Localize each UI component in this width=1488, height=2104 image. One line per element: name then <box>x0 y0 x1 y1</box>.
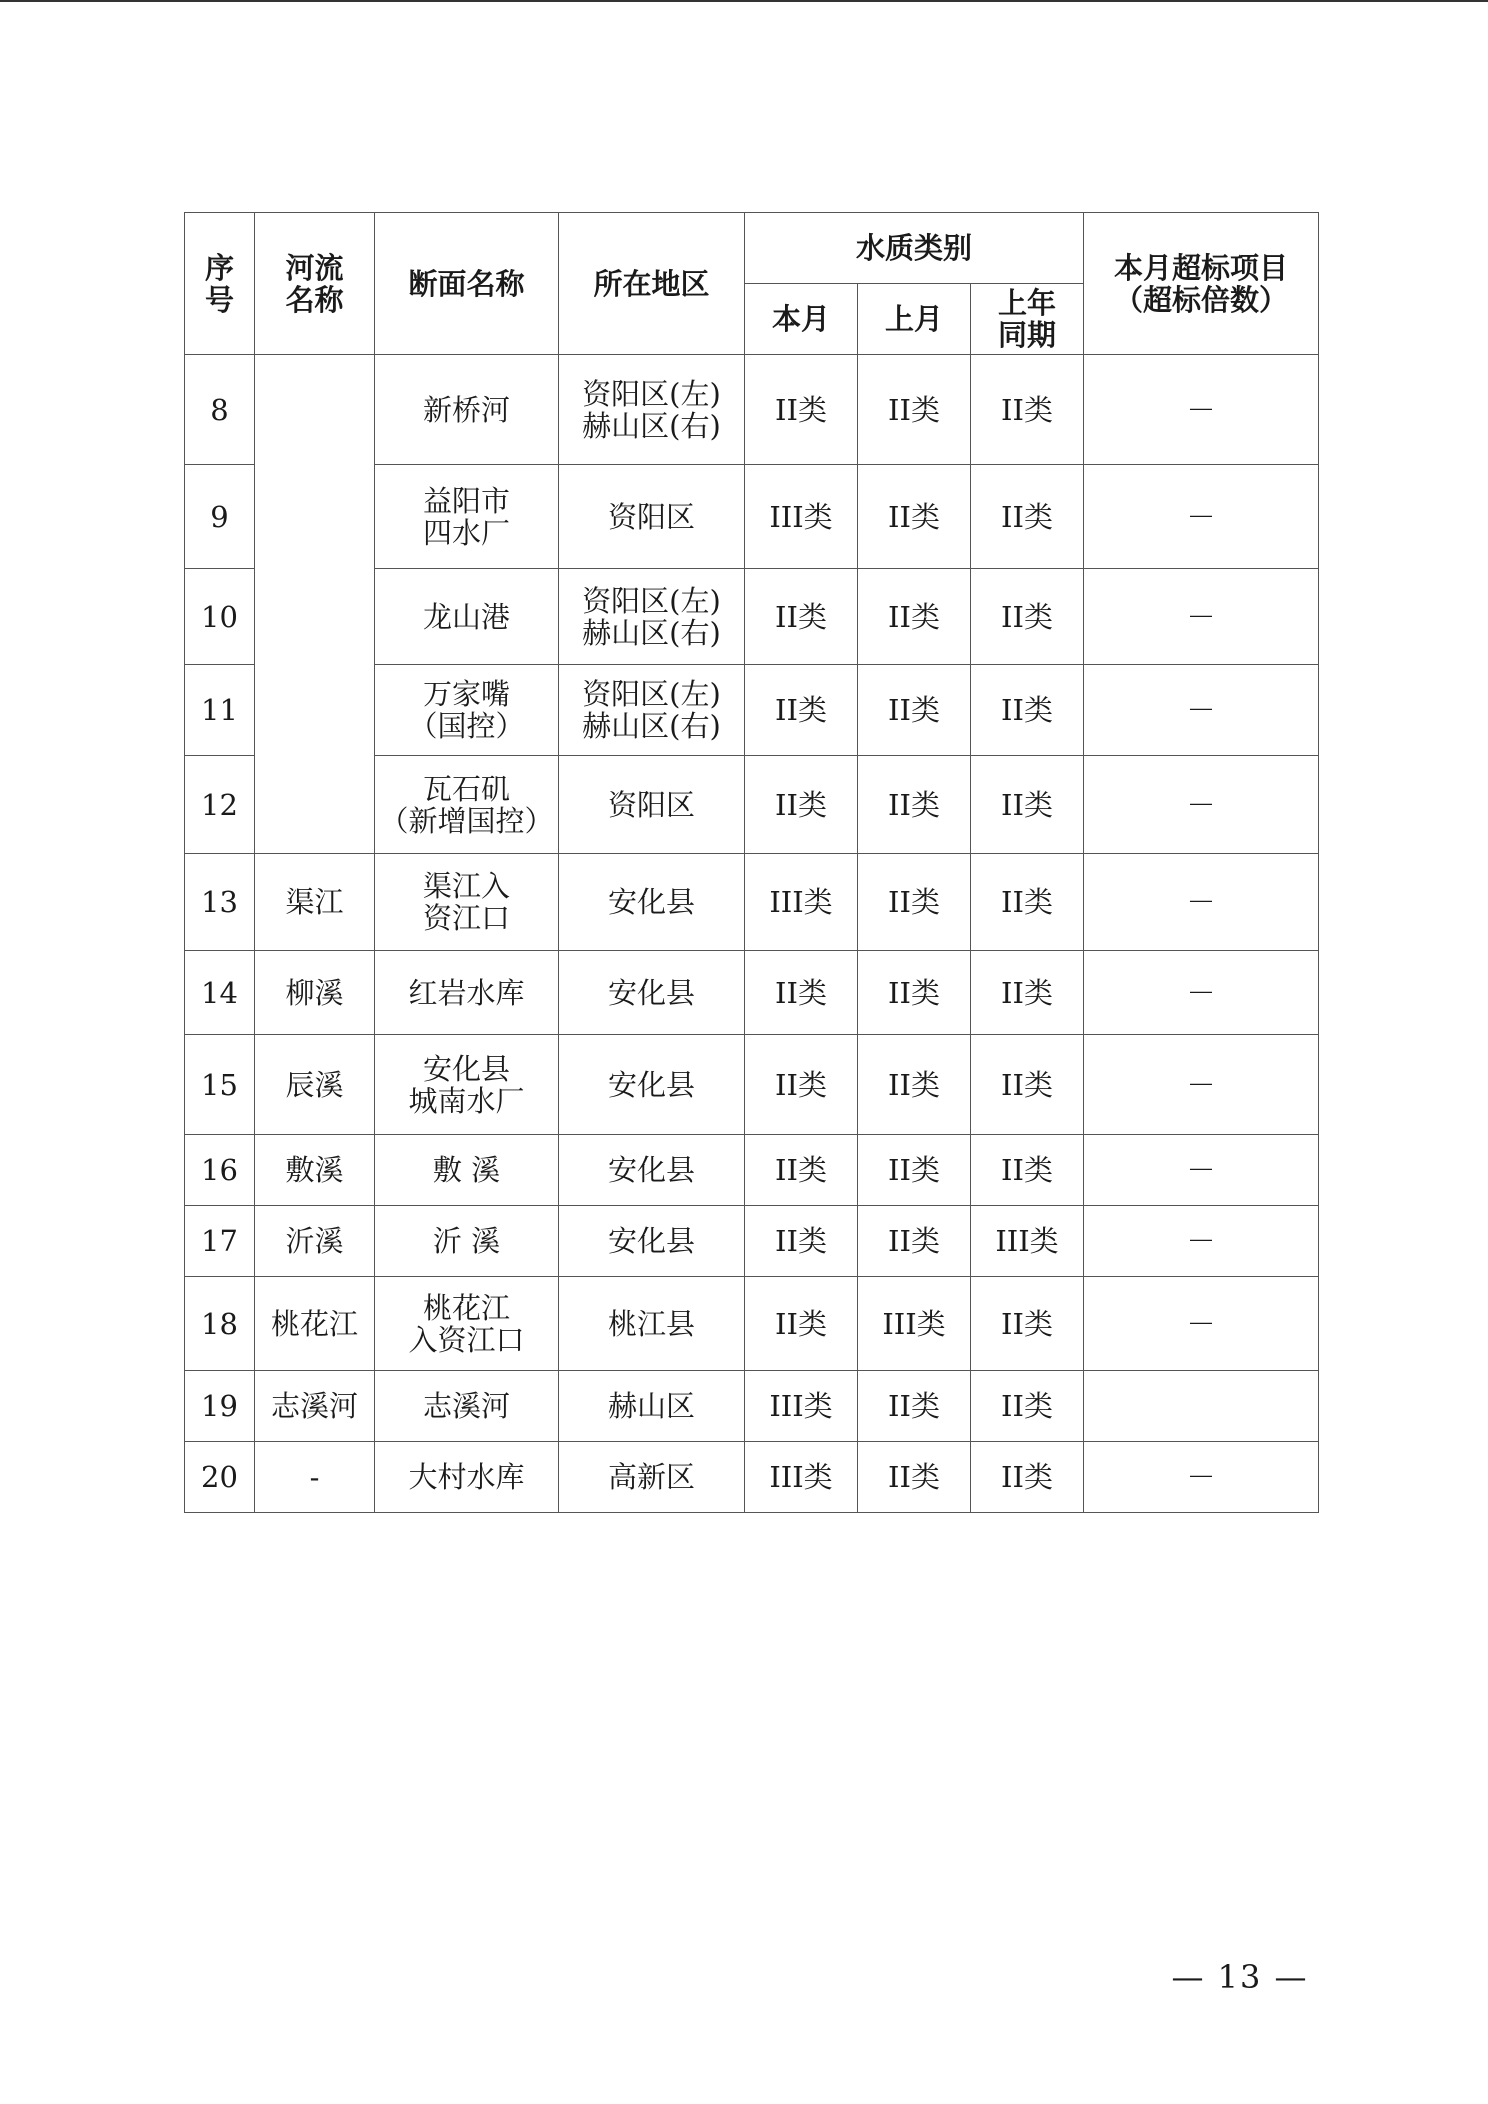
river-cell: 志溪河 <box>255 1371 375 1442</box>
seq-cell: 18 <box>185 1277 255 1371</box>
last-year-cell: II类 <box>971 355 1084 465</box>
last-year-cell: II类 <box>971 1442 1084 1513</box>
region-cell: 安化县 <box>559 1206 745 1277</box>
header-this-month: 本月 <box>745 284 858 355</box>
section-cell: 红岩水库 <box>375 951 559 1035</box>
table-row <box>185 355 1319 465</box>
this-month-cell: II类 <box>745 951 858 1035</box>
exceed-cell: － <box>1084 355 1319 465</box>
river-cell: 沂溪 <box>255 1206 375 1277</box>
section-cell: 志溪河 <box>375 1371 559 1442</box>
this-month-cell: II类 <box>745 355 858 465</box>
header-last-year: 上年 同期 <box>971 284 1084 355</box>
exceed-cell: － <box>1084 465 1319 569</box>
last-month-cell: II类 <box>858 1035 971 1135</box>
seq-cell: 11 <box>185 665 255 756</box>
region-cell: 资阳区(左) 赫山区(右) <box>559 355 745 465</box>
section-cell: 瓦石矶 （新增国控） <box>375 756 559 854</box>
last-month-cell: II类 <box>858 951 971 1035</box>
section-cell: 桃花江 入资江口 <box>375 1277 559 1371</box>
this-month-cell: II类 <box>745 1277 858 1371</box>
table-row <box>185 951 1319 1035</box>
last-year-cell: II类 <box>971 665 1084 756</box>
exceed-cell: － <box>1084 1277 1319 1371</box>
last-month-cell: II类 <box>858 854 971 951</box>
last-month-cell: II类 <box>858 756 971 854</box>
last-month-cell: II类 <box>858 1371 971 1442</box>
last-year-cell: II类 <box>971 951 1084 1035</box>
river-cell: 桃花江 <box>255 1277 375 1371</box>
header-last-month: 上月 <box>858 284 971 355</box>
table-row <box>185 1277 1319 1371</box>
last-month-cell: II类 <box>858 569 971 665</box>
seq-cell: 13 <box>185 854 255 951</box>
section-cell: 沂 溪 <box>375 1206 559 1277</box>
exceed-cell: － <box>1084 1206 1319 1277</box>
river-cell: - <box>255 1442 375 1513</box>
header-row-1 <box>185 213 1319 284</box>
last-year-cell: II类 <box>971 465 1084 569</box>
last-year-cell: II类 <box>971 854 1084 951</box>
top-border <box>0 0 1488 2</box>
river-cell <box>255 355 375 854</box>
region-cell: 资阳区 <box>559 465 745 569</box>
river-cell: 辰溪 <box>255 1035 375 1135</box>
region-cell: 高新区 <box>559 1442 745 1513</box>
exceed-cell: － <box>1084 951 1319 1035</box>
seq-cell: 12 <box>185 756 255 854</box>
region-cell: 赫山区 <box>559 1371 745 1442</box>
exceed-cell <box>1084 1371 1319 1442</box>
this-month-cell: II类 <box>745 1035 858 1135</box>
last-year-cell: III类 <box>971 1206 1084 1277</box>
exceed-cell: － <box>1084 854 1319 951</box>
last-year-cell: II类 <box>971 1371 1084 1442</box>
region-cell: 资阳区 <box>559 756 745 854</box>
section-cell: 敷 溪 <box>375 1135 559 1206</box>
table-row <box>185 1371 1319 1442</box>
this-month-cell: III类 <box>745 854 858 951</box>
section-cell: 新桥河 <box>375 355 559 465</box>
exceed-cell: － <box>1084 1135 1319 1206</box>
region-cell: 桃江县 <box>559 1277 745 1371</box>
section-cell: 大村水库 <box>375 1442 559 1513</box>
last-year-cell: II类 <box>971 1135 1084 1206</box>
last-month-cell: II类 <box>858 465 971 569</box>
region-cell: 安化县 <box>559 951 745 1035</box>
last-month-cell: III类 <box>858 1277 971 1371</box>
header-seq: 序 号 <box>185 213 255 355</box>
exceed-cell: － <box>1084 1442 1319 1513</box>
last-year-cell: II类 <box>971 756 1084 854</box>
water-quality-table <box>184 212 1319 1513</box>
header-region: 所在地区 <box>559 213 745 355</box>
table-row <box>185 1442 1319 1513</box>
last-year-cell: II类 <box>971 1277 1084 1371</box>
seq-cell: 10 <box>185 569 255 665</box>
this-month-cell: II类 <box>745 1206 858 1277</box>
section-cell: 万家嘴 （国控） <box>375 665 559 756</box>
seq-cell: 17 <box>185 1206 255 1277</box>
exceed-cell: － <box>1084 665 1319 756</box>
header-water-quality: 水质类别 <box>745 213 1084 284</box>
region-cell: 安化县 <box>559 1035 745 1135</box>
region-cell: 资阳区(左) 赫山区(右) <box>559 569 745 665</box>
table-row <box>185 1035 1319 1135</box>
this-month-cell: II类 <box>745 569 858 665</box>
river-cell: 柳溪 <box>255 951 375 1035</box>
section-cell: 益阳市 四水厂 <box>375 465 559 569</box>
seq-cell: 15 <box>185 1035 255 1135</box>
section-cell: 安化县 城南水厂 <box>375 1035 559 1135</box>
table-row <box>185 1206 1319 1277</box>
last-month-cell: II类 <box>858 1442 971 1513</box>
last-year-cell: II类 <box>971 1035 1084 1135</box>
this-month-cell: II类 <box>745 665 858 756</box>
header-section: 断面名称 <box>375 213 559 355</box>
river-cell: 敷溪 <box>255 1135 375 1206</box>
river-cell: 渠江 <box>255 854 375 951</box>
seq-cell: 19 <box>185 1371 255 1442</box>
this-month-cell: II类 <box>745 1135 858 1206</box>
seq-cell: 14 <box>185 951 255 1035</box>
region-cell: 安化县 <box>559 1135 745 1206</box>
seq-cell: 9 <box>185 465 255 569</box>
header-exceed: 本月超标项目 （超标倍数） <box>1084 213 1319 355</box>
this-month-cell: III类 <box>745 1371 858 1442</box>
this-month-cell: II类 <box>745 756 858 854</box>
exceed-cell: － <box>1084 1035 1319 1135</box>
section-cell: 渠江入 资江口 <box>375 854 559 951</box>
last-month-cell: II类 <box>858 1206 971 1277</box>
this-month-cell: III类 <box>745 465 858 569</box>
last-month-cell: II类 <box>858 355 971 465</box>
table-row <box>185 1135 1319 1206</box>
seq-cell: 16 <box>185 1135 255 1206</box>
last-year-cell: II类 <box>971 569 1084 665</box>
exceed-cell: － <box>1084 756 1319 854</box>
section-cell: 龙山港 <box>375 569 559 665</box>
seq-cell: 20 <box>185 1442 255 1513</box>
header-river: 河流 名称 <box>255 213 375 355</box>
page-number: — 13 — <box>1171 1958 1309 1996</box>
region-cell: 资阳区(左) 赫山区(右) <box>559 665 745 756</box>
this-month-cell: III类 <box>745 1442 858 1513</box>
exceed-cell: － <box>1084 569 1319 665</box>
last-month-cell: II类 <box>858 1135 971 1206</box>
region-cell: 安化县 <box>559 854 745 951</box>
seq-cell: 8 <box>185 355 255 465</box>
table-row <box>185 854 1319 951</box>
last-month-cell: II类 <box>858 665 971 756</box>
